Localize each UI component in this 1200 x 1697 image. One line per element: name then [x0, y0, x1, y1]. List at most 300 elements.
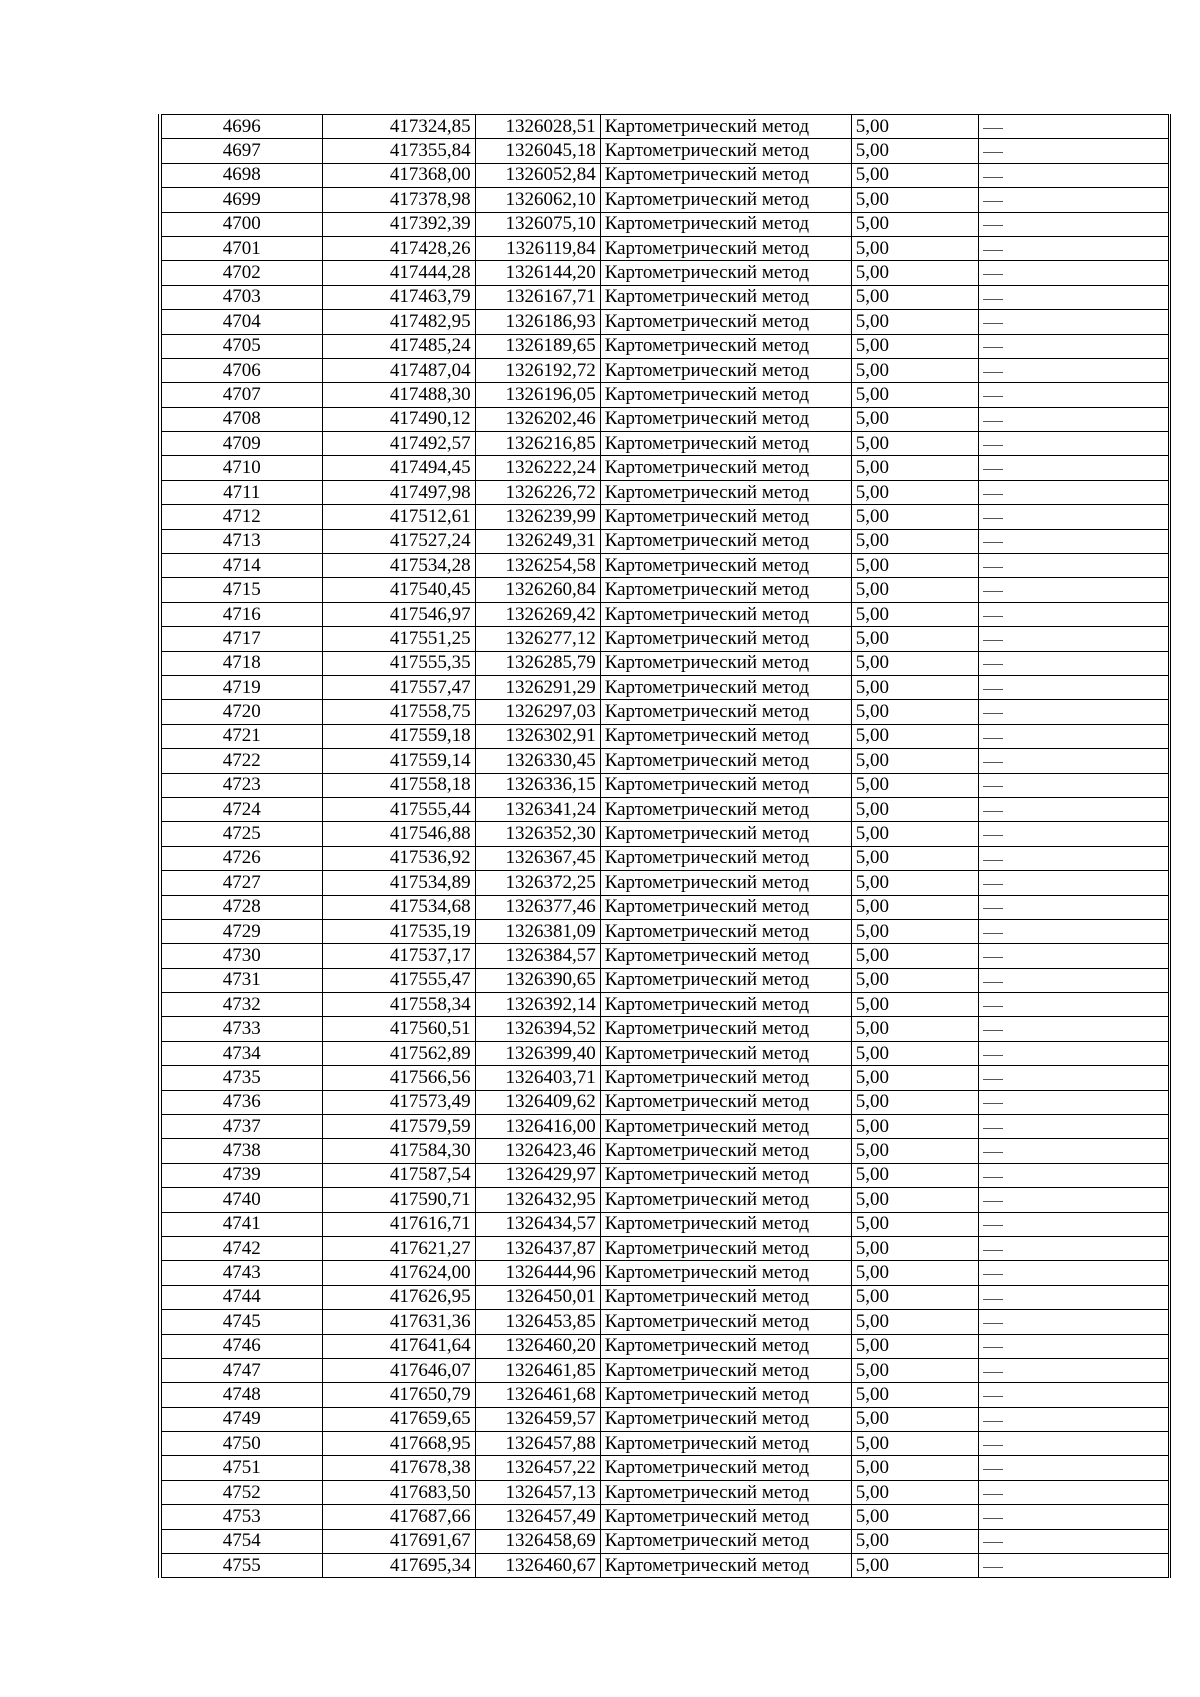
point-number-cell: 4714 — [160, 554, 322, 578]
x-coordinate-cell: 417355,84 — [322, 139, 475, 163]
point-number-cell: 4753 — [160, 1505, 322, 1529]
x-coordinate-cell: 417546,97 — [322, 602, 475, 626]
method-cell: Картометрический метод — [600, 797, 851, 821]
dash-mark — [983, 616, 1003, 617]
description-cell — [978, 236, 1169, 260]
table-row — [160, 1285, 1170, 1309]
description-cell — [978, 1310, 1169, 1334]
x-coordinate-cell: 417590,71 — [322, 1188, 475, 1212]
dash-mark — [983, 128, 1003, 129]
table-row — [160, 1554, 1170, 1578]
x-coordinate-cell: 417488,30 — [322, 383, 475, 407]
description-cell — [978, 822, 1169, 846]
y-coordinate-cell: 1326460,20 — [475, 1334, 600, 1358]
description-cell — [978, 944, 1169, 968]
description-cell — [978, 724, 1169, 748]
x-coordinate-cell: 417492,57 — [322, 432, 475, 456]
x-coordinate-cell: 417444,28 — [322, 261, 475, 285]
point-number-cell: 4696 — [160, 115, 322, 139]
description-cell — [978, 1334, 1169, 1358]
dash-mark — [983, 786, 1003, 787]
x-coordinate-cell: 417534,28 — [322, 554, 475, 578]
dash-mark — [983, 1445, 1003, 1446]
dash-mark — [983, 494, 1003, 495]
y-coordinate-cell: 1326394,52 — [475, 1017, 600, 1041]
y-coordinate-cell: 1326423,46 — [475, 1139, 600, 1163]
description-cell — [978, 529, 1169, 553]
accuracy-cell: 5,00 — [851, 1505, 978, 1529]
method-cell: Картометрический метод — [600, 1139, 851, 1163]
accuracy-cell: 5,00 — [851, 1285, 978, 1309]
dash-mark — [983, 982, 1003, 983]
point-number-cell: 4739 — [160, 1163, 322, 1187]
dash-mark — [983, 884, 1003, 885]
method-cell: Картометрический метод — [600, 1383, 851, 1407]
method-cell: Картометрический метод — [600, 944, 851, 968]
accuracy-cell: 5,00 — [851, 163, 978, 187]
y-coordinate-cell: 1326186,93 — [475, 310, 600, 334]
method-cell: Картометрический метод — [600, 1407, 851, 1431]
method-cell: Картометрический метод — [600, 1090, 851, 1114]
table-row — [160, 578, 1170, 602]
dash-mark — [983, 1225, 1003, 1226]
point-number-cell: 4702 — [160, 261, 322, 285]
accuracy-cell: 5,00 — [851, 334, 978, 358]
dash-mark — [983, 1469, 1003, 1470]
table-row — [160, 1407, 1170, 1431]
point-number-cell: 4718 — [160, 651, 322, 675]
y-coordinate-cell: 1326302,91 — [475, 724, 600, 748]
accuracy-cell: 5,00 — [851, 993, 978, 1017]
accuracy-cell: 5,00 — [851, 505, 978, 529]
dash-mark — [983, 811, 1003, 812]
table-row — [160, 773, 1170, 797]
y-coordinate-cell: 1326461,85 — [475, 1358, 600, 1382]
accuracy-cell: 5,00 — [851, 310, 978, 334]
method-cell: Картометрический метод — [600, 261, 851, 285]
table-row — [160, 505, 1170, 529]
table-row — [160, 236, 1170, 260]
dash-mark — [983, 1396, 1003, 1397]
method-cell: Картометрический метод — [600, 724, 851, 748]
dash-mark — [983, 1030, 1003, 1031]
point-number-cell: 4752 — [160, 1480, 322, 1504]
description-cell — [978, 505, 1169, 529]
point-number-cell: 4746 — [160, 1334, 322, 1358]
y-coordinate-cell: 1326459,57 — [475, 1407, 600, 1431]
point-number-cell: 4736 — [160, 1090, 322, 1114]
method-cell: Картометрический метод — [600, 1285, 851, 1309]
table-row — [160, 456, 1170, 480]
x-coordinate-cell: 417624,00 — [322, 1261, 475, 1285]
method-cell: Картометрический метод — [600, 212, 851, 236]
table-row — [160, 871, 1170, 895]
dash-mark — [983, 1299, 1003, 1300]
x-coordinate-cell: 417621,27 — [322, 1236, 475, 1260]
y-coordinate-cell: 1326226,72 — [475, 480, 600, 504]
description-cell — [978, 188, 1169, 212]
accuracy-cell: 5,00 — [851, 188, 978, 212]
accuracy-cell: 5,00 — [851, 602, 978, 626]
accuracy-cell: 5,00 — [851, 1407, 978, 1431]
point-number-cell: 4737 — [160, 1115, 322, 1139]
method-cell: Картометрический метод — [600, 163, 851, 187]
table-row — [160, 1310, 1170, 1334]
point-number-cell: 4744 — [160, 1285, 322, 1309]
table-row — [160, 675, 1170, 699]
table-row — [160, 1236, 1170, 1260]
x-coordinate-cell: 417695,34 — [322, 1554, 475, 1578]
x-coordinate-cell: 417584,30 — [322, 1139, 475, 1163]
description-cell — [978, 456, 1169, 480]
x-coordinate-cell: 417691,67 — [322, 1529, 475, 1553]
x-coordinate-cell: 417546,88 — [322, 822, 475, 846]
description-cell — [978, 749, 1169, 773]
point-number-cell: 4724 — [160, 797, 322, 821]
accuracy-cell: 5,00 — [851, 822, 978, 846]
accuracy-cell: 5,00 — [851, 1090, 978, 1114]
description-cell — [978, 797, 1169, 821]
y-coordinate-cell: 1326457,13 — [475, 1480, 600, 1504]
method-cell: Картометрический метод — [600, 749, 851, 773]
y-coordinate-cell: 1326416,00 — [475, 1115, 600, 1139]
dash-mark — [983, 762, 1003, 763]
y-coordinate-cell: 1326285,79 — [475, 651, 600, 675]
x-coordinate-cell: 417683,50 — [322, 1480, 475, 1504]
accuracy-cell: 5,00 — [851, 919, 978, 943]
accuracy-cell: 5,00 — [851, 261, 978, 285]
y-coordinate-cell: 1326458,69 — [475, 1529, 600, 1553]
y-coordinate-cell: 1326249,31 — [475, 529, 600, 553]
description-cell — [978, 1041, 1169, 1065]
accuracy-cell: 5,00 — [851, 968, 978, 992]
point-number-cell: 4701 — [160, 236, 322, 260]
y-coordinate-cell: 1326444,96 — [475, 1261, 600, 1285]
point-number-cell: 4733 — [160, 1017, 322, 1041]
point-number-cell: 4716 — [160, 602, 322, 626]
accuracy-cell: 5,00 — [851, 1358, 978, 1382]
y-coordinate-cell: 1326453,85 — [475, 1310, 600, 1334]
x-coordinate-cell: 417687,66 — [322, 1505, 475, 1529]
table-row — [160, 822, 1170, 846]
accuracy-cell: 5,00 — [851, 1529, 978, 1553]
accuracy-cell: 5,00 — [851, 480, 978, 504]
x-coordinate-cell: 417494,45 — [322, 456, 475, 480]
point-number-cell: 4726 — [160, 846, 322, 870]
point-number-cell: 4705 — [160, 334, 322, 358]
y-coordinate-cell: 1326144,20 — [475, 261, 600, 285]
y-coordinate-cell: 1326119,84 — [475, 236, 600, 260]
description-cell — [978, 1188, 1169, 1212]
y-coordinate-cell: 1326367,45 — [475, 846, 600, 870]
table-row — [160, 749, 1170, 773]
description-cell — [978, 895, 1169, 919]
dash-mark — [983, 1103, 1003, 1104]
point-number-cell: 4719 — [160, 675, 322, 699]
y-coordinate-cell: 1326384,57 — [475, 944, 600, 968]
description-cell — [978, 1383, 1169, 1407]
y-coordinate-cell: 1326202,46 — [475, 407, 600, 431]
point-number-cell: 4741 — [160, 1212, 322, 1236]
x-coordinate-cell: 417487,04 — [322, 358, 475, 382]
dash-mark — [983, 177, 1003, 178]
accuracy-cell: 5,00 — [851, 1456, 978, 1480]
x-coordinate-cell: 417555,35 — [322, 651, 475, 675]
method-cell: Картометрический метод — [600, 1188, 851, 1212]
method-cell: Картометрический метод — [600, 432, 851, 456]
method-cell: Картометрический метод — [600, 1358, 851, 1382]
table-row — [160, 1139, 1170, 1163]
x-coordinate-cell: 417555,44 — [322, 797, 475, 821]
dash-mark — [983, 372, 1003, 373]
coordinates-table — [158, 114, 1171, 1578]
table-row — [160, 797, 1170, 821]
description-cell — [978, 1554, 1169, 1578]
x-coordinate-cell: 417678,38 — [322, 1456, 475, 1480]
dash-mark — [983, 421, 1003, 422]
point-number-cell: 4704 — [160, 310, 322, 334]
description-cell — [978, 871, 1169, 895]
x-coordinate-cell: 417378,98 — [322, 188, 475, 212]
point-number-cell: 4712 — [160, 505, 322, 529]
y-coordinate-cell: 1326239,99 — [475, 505, 600, 529]
description-cell — [978, 212, 1169, 236]
y-coordinate-cell: 1326062,10 — [475, 188, 600, 212]
point-number-cell: 4707 — [160, 383, 322, 407]
method-cell: Картометрический метод — [600, 1066, 851, 1090]
accuracy-cell: 5,00 — [851, 1212, 978, 1236]
accuracy-cell: 5,00 — [851, 944, 978, 968]
y-coordinate-cell: 1326269,42 — [475, 602, 600, 626]
table-row — [160, 627, 1170, 651]
x-coordinate-cell: 417463,79 — [322, 285, 475, 309]
table-row — [160, 968, 1170, 992]
dash-mark — [983, 1128, 1003, 1129]
accuracy-cell: 5,00 — [851, 578, 978, 602]
x-coordinate-cell: 417535,19 — [322, 919, 475, 943]
method-cell: Картометрический метод — [600, 1310, 851, 1334]
method-cell: Картометрический метод — [600, 1529, 851, 1553]
accuracy-cell: 5,00 — [851, 724, 978, 748]
y-coordinate-cell: 1326341,24 — [475, 797, 600, 821]
dash-mark — [983, 201, 1003, 202]
table-row — [160, 212, 1170, 236]
point-number-cell: 4725 — [160, 822, 322, 846]
dash-mark — [983, 469, 1003, 470]
table-row — [160, 1163, 1170, 1187]
table-row — [160, 1212, 1170, 1236]
accuracy-cell: 5,00 — [851, 1115, 978, 1139]
description-cell — [978, 1480, 1169, 1504]
x-coordinate-cell: 417668,95 — [322, 1432, 475, 1456]
dash-mark — [983, 225, 1003, 226]
x-coordinate-cell: 417392,39 — [322, 212, 475, 236]
point-number-cell: 4730 — [160, 944, 322, 968]
y-coordinate-cell: 1326291,29 — [475, 675, 600, 699]
accuracy-cell: 5,00 — [851, 1261, 978, 1285]
description-cell — [978, 163, 1169, 187]
y-coordinate-cell: 1326437,87 — [475, 1236, 600, 1260]
point-number-cell: 4697 — [160, 139, 322, 163]
point-number-cell: 4742 — [160, 1236, 322, 1260]
point-number-cell: 4745 — [160, 1310, 322, 1334]
dash-mark — [983, 860, 1003, 861]
accuracy-cell: 5,00 — [851, 1554, 978, 1578]
description-cell — [978, 1456, 1169, 1480]
method-cell: Картометрический метод — [600, 285, 851, 309]
method-cell: Картометрический метод — [600, 578, 851, 602]
table-row — [160, 261, 1170, 285]
accuracy-cell: 5,00 — [851, 627, 978, 651]
table-row — [160, 1334, 1170, 1358]
table-row — [160, 1041, 1170, 1065]
point-number-cell: 4720 — [160, 700, 322, 724]
point-number-cell: 4710 — [160, 456, 322, 480]
method-cell: Картометрический метод — [600, 480, 851, 504]
point-number-cell: 4754 — [160, 1529, 322, 1553]
dash-mark — [983, 933, 1003, 934]
table-row — [160, 1432, 1170, 1456]
point-number-cell: 4717 — [160, 627, 322, 651]
accuracy-cell: 5,00 — [851, 1334, 978, 1358]
dash-mark — [983, 518, 1003, 519]
method-cell: Картометрический метод — [600, 602, 851, 626]
y-coordinate-cell: 1326377,46 — [475, 895, 600, 919]
table-row — [160, 993, 1170, 1017]
table-row — [160, 895, 1170, 919]
method-cell: Картометрический метод — [600, 627, 851, 651]
method-cell: Картометрический метод — [600, 554, 851, 578]
table-row — [160, 1017, 1170, 1041]
x-coordinate-cell: 417490,12 — [322, 407, 475, 431]
x-coordinate-cell: 417551,25 — [322, 627, 475, 651]
method-cell: Картометрический метод — [600, 1334, 851, 1358]
y-coordinate-cell: 1326403,71 — [475, 1066, 600, 1090]
accuracy-cell: 5,00 — [851, 1236, 978, 1260]
dash-mark — [983, 152, 1003, 153]
description-cell — [978, 919, 1169, 943]
table-row — [160, 944, 1170, 968]
table-row — [160, 115, 1170, 139]
point-number-cell: 4700 — [160, 212, 322, 236]
description-cell — [978, 1017, 1169, 1041]
point-number-cell: 4755 — [160, 1554, 322, 1578]
table-row — [160, 651, 1170, 675]
point-number-cell: 4732 — [160, 993, 322, 1017]
accuracy-cell: 5,00 — [851, 236, 978, 260]
y-coordinate-cell: 1326222,24 — [475, 456, 600, 480]
method-cell: Картометрический метод — [600, 651, 851, 675]
description-cell — [978, 1236, 1169, 1260]
point-number-cell: 4728 — [160, 895, 322, 919]
table-row — [160, 358, 1170, 382]
table-row — [160, 1261, 1170, 1285]
accuracy-cell: 5,00 — [851, 1041, 978, 1065]
method-cell: Картометрический метод — [600, 1480, 851, 1504]
x-coordinate-cell: 417562,89 — [322, 1041, 475, 1065]
dash-mark — [983, 1177, 1003, 1178]
accuracy-cell: 5,00 — [851, 1188, 978, 1212]
point-number-cell: 4735 — [160, 1066, 322, 1090]
description-cell — [978, 261, 1169, 285]
table-row — [160, 846, 1170, 870]
x-coordinate-cell: 417555,47 — [322, 968, 475, 992]
y-coordinate-cell: 1326277,12 — [475, 627, 600, 651]
table-row — [160, 285, 1170, 309]
method-cell: Картометрический метод — [600, 1456, 851, 1480]
y-coordinate-cell: 1326196,05 — [475, 383, 600, 407]
y-coordinate-cell: 1326457,22 — [475, 1456, 600, 1480]
table-row — [160, 407, 1170, 431]
point-number-cell: 4722 — [160, 749, 322, 773]
y-coordinate-cell: 1326461,68 — [475, 1383, 600, 1407]
table-row — [160, 480, 1170, 504]
x-coordinate-cell: 417368,00 — [322, 163, 475, 187]
table-row — [160, 1529, 1170, 1553]
y-coordinate-cell: 1326381,09 — [475, 919, 600, 943]
point-number-cell: 4711 — [160, 480, 322, 504]
dash-mark — [983, 250, 1003, 251]
method-cell: Картометрический метод — [600, 895, 851, 919]
y-coordinate-cell: 1326372,25 — [475, 871, 600, 895]
description-cell — [978, 993, 1169, 1017]
y-coordinate-cell: 1326216,85 — [475, 432, 600, 456]
x-coordinate-cell: 417566,56 — [322, 1066, 475, 1090]
accuracy-cell: 5,00 — [851, 1139, 978, 1163]
accuracy-cell: 5,00 — [851, 1432, 978, 1456]
table-row — [160, 334, 1170, 358]
dash-mark — [983, 323, 1003, 324]
method-cell: Картометрический метод — [600, 1041, 851, 1065]
method-cell: Картометрический метод — [600, 993, 851, 1017]
y-coordinate-cell: 1326330,45 — [475, 749, 600, 773]
description-cell — [978, 1432, 1169, 1456]
method-cell: Картометрический метод — [600, 456, 851, 480]
table-row — [160, 1456, 1170, 1480]
table-row — [160, 602, 1170, 626]
accuracy-cell: 5,00 — [851, 529, 978, 553]
dash-mark — [983, 1518, 1003, 1519]
y-coordinate-cell: 1326028,51 — [475, 115, 600, 139]
point-number-cell: 4698 — [160, 163, 322, 187]
description-cell — [978, 773, 1169, 797]
description-cell — [978, 1407, 1169, 1431]
dash-mark — [983, 542, 1003, 543]
table-row — [160, 554, 1170, 578]
method-cell: Картометрический метод — [600, 1505, 851, 1529]
description-cell — [978, 1212, 1169, 1236]
table-row — [160, 310, 1170, 334]
method-cell: Картометрический метод — [600, 1017, 851, 1041]
x-coordinate-cell: 417558,75 — [322, 700, 475, 724]
table-row — [160, 700, 1170, 724]
dash-mark — [983, 445, 1003, 446]
point-number-cell: 4709 — [160, 432, 322, 456]
point-number-cell: 4715 — [160, 578, 322, 602]
point-number-cell: 4703 — [160, 285, 322, 309]
dash-mark — [983, 1421, 1003, 1422]
description-cell — [978, 1139, 1169, 1163]
accuracy-cell: 5,00 — [851, 1066, 978, 1090]
accuracy-cell: 5,00 — [851, 383, 978, 407]
method-cell: Картометрический метод — [600, 1261, 851, 1285]
x-coordinate-cell: 417560,51 — [322, 1017, 475, 1041]
method-cell: Картометрический метод — [600, 188, 851, 212]
table-row — [160, 1505, 1170, 1529]
point-number-cell: 4740 — [160, 1188, 322, 1212]
y-coordinate-cell: 1326254,58 — [475, 554, 600, 578]
description-cell — [978, 1066, 1169, 1090]
